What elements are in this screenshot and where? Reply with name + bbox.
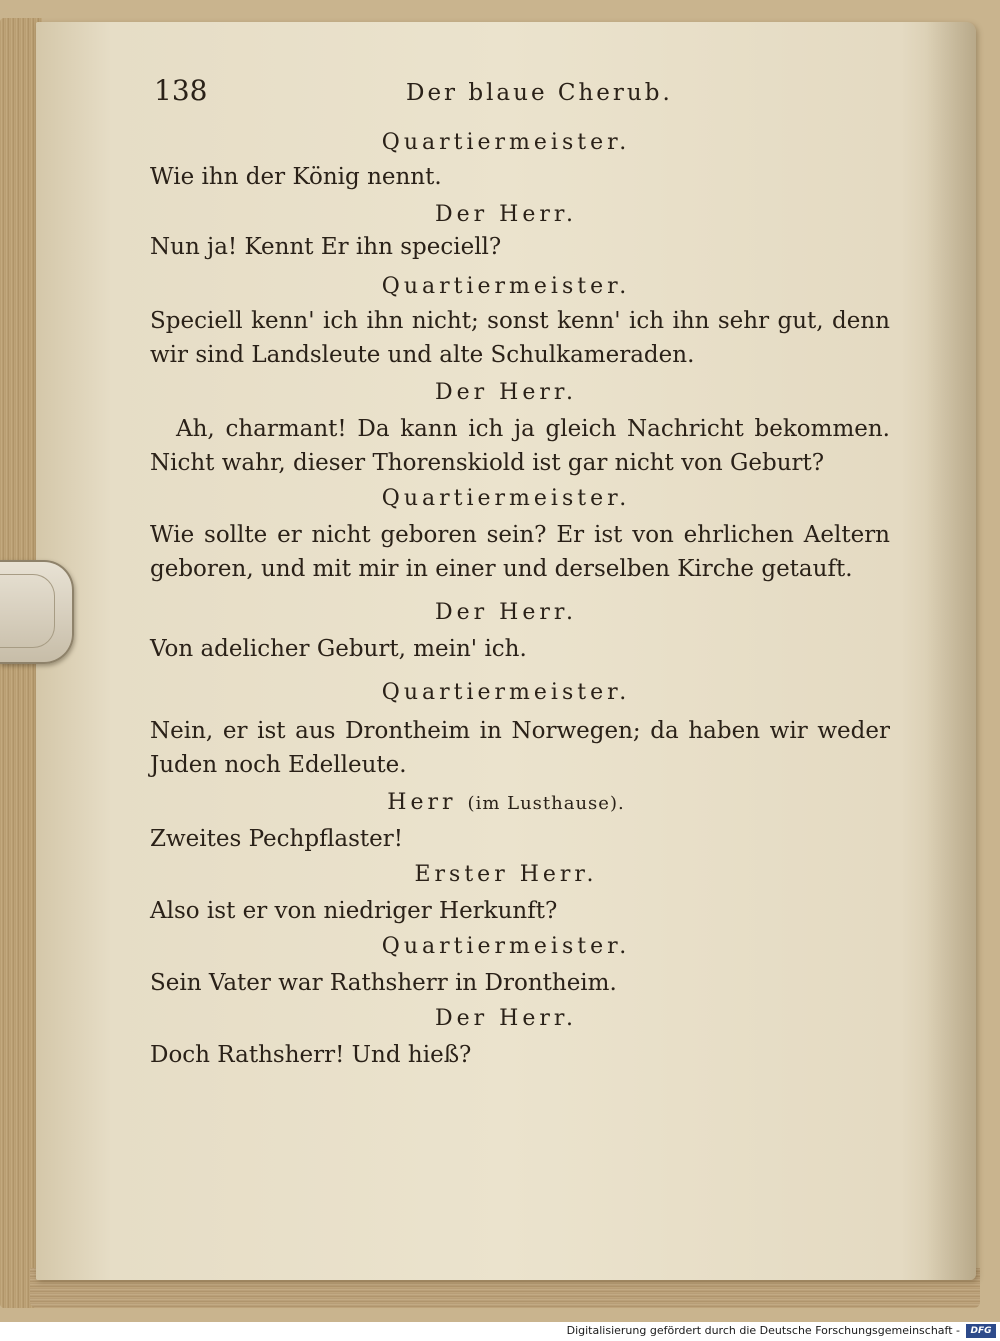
speech-line: Sein Vater war Rathsherr in Drontheim. xyxy=(150,970,617,996)
speaker-name: Herr xyxy=(387,790,457,815)
digitization-footer xyxy=(0,1322,1000,1341)
bookmark-inner-border xyxy=(0,574,55,648)
speech-line: Doch Rathsherr! Und hieß? xyxy=(150,1042,472,1068)
dfg-logo: DFG xyxy=(966,1324,996,1338)
speech-line: Nein, er ist aus Drontheim in Norwegen; da haben wir weder Juden noch Edelleute. xyxy=(150,718,890,778)
speech-line: Wie ihn der König nennt. xyxy=(150,164,442,190)
speech-line: Nun ja! Kennt Er ihn speciell? xyxy=(150,234,502,260)
bookmark-tab xyxy=(0,560,74,664)
speech-line: Von adelicher Geburt, mein' ich. xyxy=(150,636,527,662)
page-text xyxy=(36,22,976,1280)
speech-line: Also ist er von niedriger Herkunft? xyxy=(150,898,558,924)
speaker-label: Quartiermeister. xyxy=(381,934,631,959)
stage-direction: (im Lusthause). xyxy=(467,793,625,814)
speaker-label: Quartiermeister. xyxy=(381,130,631,155)
speaker-label: Der Herr. xyxy=(435,380,577,405)
speech-line: Zweites Pechpflaster! xyxy=(150,826,404,852)
speaker-label: Quartiermeister. xyxy=(381,486,631,511)
running-head: Der blaue Cherub. xyxy=(406,80,673,106)
speaker-label: Quartiermeister. xyxy=(381,680,631,705)
speaker-label: Quartiermeister. xyxy=(381,274,631,299)
book-page xyxy=(36,22,976,1280)
speech-line: Ah, charmant! Da kann ich ja gleich Nachricht bekommen. Nicht wahr, dieser Thorenskiold ist gar nicht von Geburt? xyxy=(150,416,890,476)
speech-line: Wie sollte er nicht geboren sein? Er ist von ehrlichen Aeltern geboren, und mit mir in einer und derselben Kirche getauft. xyxy=(150,522,890,582)
speech-line: Speciell kenn' ich ihn nicht; sonst kenn' ich ihn sehr gut, denn wir sind Landsleute und alte Schulkameraden. xyxy=(150,308,890,368)
funding-credit: Digitalisierung gefördert durch die Deutsche Forschungsgemeinschaft - xyxy=(566,1324,960,1337)
speaker-label xyxy=(36,790,976,815)
speaker-label: Der Herr. xyxy=(435,1006,577,1031)
speaker-label: Erster Herr. xyxy=(414,862,598,887)
speaker-label: Der Herr. xyxy=(435,202,577,227)
page-number: 138 xyxy=(154,74,208,107)
speaker-label: Der Herr. xyxy=(435,600,577,625)
